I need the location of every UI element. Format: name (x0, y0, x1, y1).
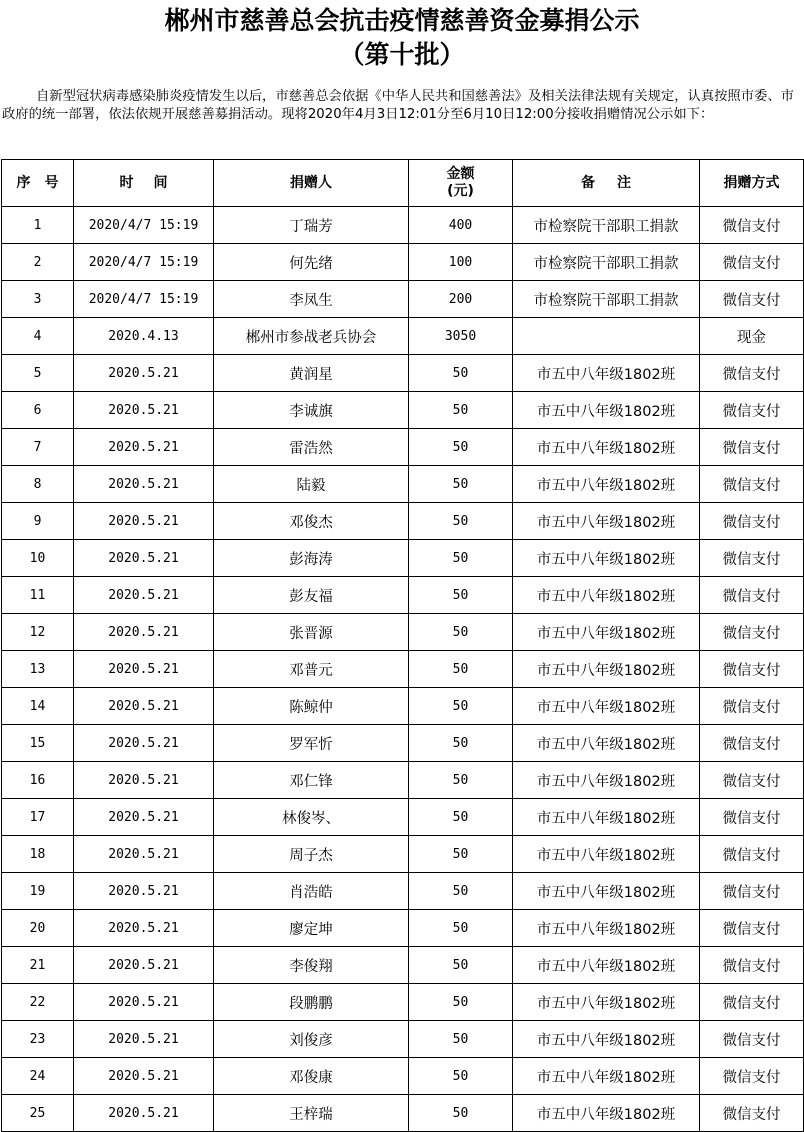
cell-method: 微信支付 (700, 207, 804, 244)
cell-method: 微信支付 (700, 1021, 804, 1058)
header-method: 捐赠方式 (700, 160, 804, 207)
cell-method: 微信支付 (700, 836, 804, 873)
cell-amount: 50 (409, 1095, 513, 1132)
cell-donor: 肖浩皓 (214, 873, 409, 910)
cell-seq: 19 (2, 873, 74, 910)
cell-donor: 陆毅 (214, 466, 409, 503)
cell-amount: 50 (409, 688, 513, 725)
cell-seq: 11 (2, 577, 74, 614)
cell-method: 微信支付 (700, 1058, 804, 1095)
cell-seq: 16 (2, 762, 74, 799)
table-row (2, 799, 804, 836)
table-row (2, 614, 804, 651)
cell-method: 微信支付 (700, 244, 804, 281)
cell-note: 市五中八年级1802班 (513, 799, 700, 836)
cell-time: 2020/4/7 15:19 (74, 244, 214, 281)
cell-amount: 50 (409, 466, 513, 503)
table-row (2, 429, 804, 466)
cell-method: 微信支付 (700, 651, 804, 688)
cell-time: 2020.5.21 (74, 392, 214, 429)
cell-seq: 22 (2, 984, 74, 1021)
cell-donor: 林俊岑、 (214, 799, 409, 836)
donation-table (1, 159, 804, 1132)
cell-seq: 6 (2, 392, 74, 429)
cell-amount: 50 (409, 873, 513, 910)
cell-amount: 50 (409, 725, 513, 762)
cell-donor: 陈鲸仲 (214, 688, 409, 725)
header-time: 时 间 (74, 160, 214, 207)
table-row (2, 762, 804, 799)
cell-donor: 彭海涛 (214, 540, 409, 577)
table-row (2, 207, 804, 244)
cell-method: 微信支付 (700, 392, 804, 429)
cell-amount: 50 (409, 910, 513, 947)
cell-method: 微信支付 (700, 281, 804, 318)
cell-seq: 17 (2, 799, 74, 836)
table-row (2, 910, 804, 947)
cell-time: 2020.5.21 (74, 503, 214, 540)
table-row (2, 540, 804, 577)
table-row (2, 947, 804, 984)
cell-time: 2020.5.21 (74, 947, 214, 984)
cell-amount: 50 (409, 577, 513, 614)
cell-seq: 5 (2, 355, 74, 392)
cell-note: 市检察院干部职工捐款 (513, 244, 700, 281)
cell-note: 市五中八年级1802班 (513, 725, 700, 762)
cell-time: 2020.5.21 (74, 355, 214, 392)
cell-amount: 3050 (409, 318, 513, 355)
cell-amount: 50 (409, 651, 513, 688)
cell-donor: 郴州市参战老兵协会 (214, 318, 409, 355)
table-row (2, 688, 804, 725)
cell-method: 微信支付 (700, 947, 804, 984)
cell-time: 2020.5.21 (74, 1058, 214, 1095)
cell-donor: 黄润星 (214, 355, 409, 392)
cell-donor: 邓俊杰 (214, 503, 409, 540)
cell-seq: 25 (2, 1095, 74, 1132)
cell-method: 微信支付 (700, 577, 804, 614)
cell-method: 微信支付 (700, 910, 804, 947)
cell-method: 微信支付 (700, 984, 804, 1021)
cell-note: 市五中八年级1802班 (513, 429, 700, 466)
cell-note: 市五中八年级1802班 (513, 503, 700, 540)
cell-method: 微信支付 (700, 355, 804, 392)
cell-note: 市五中八年级1802班 (513, 540, 700, 577)
cell-note: 市五中八年级1802班 (513, 577, 700, 614)
cell-donor: 张晋源 (214, 614, 409, 651)
cell-time: 2020.4.13 (74, 318, 214, 355)
table-row (2, 873, 804, 910)
cell-time: 2020.5.21 (74, 762, 214, 799)
cell-time: 2020.5.21 (74, 836, 214, 873)
cell-time: 2020.5.21 (74, 466, 214, 503)
cell-amount: 50 (409, 614, 513, 651)
cell-amount: 50 (409, 429, 513, 466)
cell-amount: 50 (409, 540, 513, 577)
cell-note: 市五中八年级1802班 (513, 466, 700, 503)
cell-amount: 50 (409, 984, 513, 1021)
intro-text: 自新型冠状病毒感染肺炎疫情发生以后，市慈善总会依据《中华人民共和国慈善法》及相关法律法规有关规定，认真按照市委、市政府的统一部署，依法依规开展慈善募捐活动。现将2020年4月3日12:01分至6月10日12:00分接收捐赠情况公示如下： (2, 89, 794, 122)
cell-seq: 23 (2, 1021, 74, 1058)
cell-donor: 邓俊康 (214, 1058, 409, 1095)
cell-seq: 20 (2, 910, 74, 947)
cell-amount: 50 (409, 1058, 513, 1095)
cell-donor: 刘俊彦 (214, 1021, 409, 1058)
cell-time: 2020.5.21 (74, 651, 214, 688)
cell-seq: 24 (2, 1058, 74, 1095)
cell-amount: 50 (409, 836, 513, 873)
cell-method: 微信支付 (700, 503, 804, 540)
cell-note: 市五中八年级1802班 (513, 910, 700, 947)
cell-method: 微信支付 (700, 466, 804, 503)
cell-donor: 雷浩然 (214, 429, 409, 466)
table-row (2, 1058, 804, 1095)
table-header-row (2, 160, 804, 207)
cell-donor: 丁瑞芳 (214, 207, 409, 244)
table-row (2, 392, 804, 429)
cell-method: 微信支付 (700, 725, 804, 762)
cell-amount: 50 (409, 1021, 513, 1058)
cell-seq: 14 (2, 688, 74, 725)
cell-note: 市检察院干部职工捐款 (513, 281, 700, 318)
cell-note: 市五中八年级1802班 (513, 1095, 700, 1132)
cell-note: 市五中八年级1802班 (513, 873, 700, 910)
cell-donor: 邓仁锋 (214, 762, 409, 799)
intro-paragraph (2, 88, 802, 124)
cell-time: 2020.5.21 (74, 429, 214, 466)
table-row (2, 466, 804, 503)
cell-note (513, 318, 700, 355)
cell-method: 微信支付 (700, 1095, 804, 1132)
cell-donor: 周子杰 (214, 836, 409, 873)
table-row (2, 836, 804, 873)
cell-method: 微信支付 (700, 614, 804, 651)
page-subtitle: （第十批） (339, 40, 465, 69)
cell-note: 市五中八年级1802班 (513, 355, 700, 392)
table-row (2, 651, 804, 688)
cell-method: 现金 (700, 318, 804, 355)
cell-seq: 18 (2, 836, 74, 873)
cell-donor: 何先绪 (214, 244, 409, 281)
cell-amount: 50 (409, 503, 513, 540)
header-seq: 序 号 (2, 160, 74, 207)
table-row (2, 244, 804, 281)
cell-time: 2020.5.21 (74, 725, 214, 762)
cell-time: 2020.5.21 (74, 1021, 214, 1058)
cell-amount: 50 (409, 392, 513, 429)
cell-method: 微信支付 (700, 429, 804, 466)
cell-donor: 段鹏鹏 (214, 984, 409, 1021)
cell-time: 2020.5.21 (74, 577, 214, 614)
cell-note: 市五中八年级1802班 (513, 688, 700, 725)
table-row (2, 281, 804, 318)
cell-time: 2020.5.21 (74, 873, 214, 910)
cell-time: 2020.5.21 (74, 688, 214, 725)
cell-seq: 4 (2, 318, 74, 355)
cell-note: 市检察院干部职工捐款 (513, 207, 700, 244)
cell-time: 2020.5.21 (74, 910, 214, 947)
cell-time: 2020.5.21 (74, 799, 214, 836)
cell-seq: 3 (2, 281, 74, 318)
header-note: 备 注 (513, 160, 700, 207)
cell-amount: 50 (409, 762, 513, 799)
cell-method: 微信支付 (700, 873, 804, 910)
table-row (2, 318, 804, 355)
cell-donor: 邓普元 (214, 651, 409, 688)
table-body (2, 207, 804, 1132)
cell-amount: 50 (409, 355, 513, 392)
cell-seq: 2 (2, 244, 74, 281)
cell-note: 市五中八年级1802班 (513, 1058, 700, 1095)
cell-note: 市五中八年级1802班 (513, 762, 700, 799)
cell-method: 微信支付 (700, 762, 804, 799)
cell-seq: 8 (2, 466, 74, 503)
cell-seq: 7 (2, 429, 74, 466)
cell-note: 市五中八年级1802班 (513, 836, 700, 873)
cell-donor: 李俊翔 (214, 947, 409, 984)
cell-note: 市五中八年级1802班 (513, 392, 700, 429)
header-donor: 捐赠人 (214, 160, 409, 207)
cell-donor: 李凤生 (214, 281, 409, 318)
cell-time: 2020.5.21 (74, 984, 214, 1021)
header-amount: 金额 (元) (409, 160, 513, 207)
cell-time: 2020/4/7 15:19 (74, 281, 214, 318)
cell-seq: 15 (2, 725, 74, 762)
cell-seq: 10 (2, 540, 74, 577)
cell-method: 微信支付 (700, 688, 804, 725)
cell-donor: 彭友福 (214, 577, 409, 614)
cell-time: 2020/4/7 15:19 (74, 207, 214, 244)
cell-amount: 400 (409, 207, 513, 244)
cell-seq: 13 (2, 651, 74, 688)
cell-note: 市五中八年级1802班 (513, 651, 700, 688)
cell-amount: 50 (409, 799, 513, 836)
cell-donor: 李诚旗 (214, 392, 409, 429)
cell-seq: 9 (2, 503, 74, 540)
table-row (2, 1021, 804, 1058)
cell-donor: 廖定坤 (214, 910, 409, 947)
cell-time: 2020.5.21 (74, 540, 214, 577)
cell-method: 微信支付 (700, 540, 804, 577)
cell-donor: 王梓瑞 (214, 1095, 409, 1132)
cell-note: 市五中八年级1802班 (513, 614, 700, 651)
table-row (2, 984, 804, 1021)
table-row (2, 725, 804, 762)
cell-note: 市五中八年级1802班 (513, 984, 700, 1021)
cell-amount: 50 (409, 947, 513, 984)
cell-note: 市五中八年级1802班 (513, 947, 700, 984)
cell-amount: 100 (409, 244, 513, 281)
page-title: 郴州市慈善总会抗击疫情慈善资金募捐公示 (164, 6, 640, 35)
cell-time: 2020.5.21 (74, 614, 214, 651)
cell-amount: 200 (409, 281, 513, 318)
cell-seq: 21 (2, 947, 74, 984)
cell-time: 2020.5.21 (74, 1095, 214, 1132)
table-row (2, 355, 804, 392)
cell-donor: 罗军忻 (214, 725, 409, 762)
cell-note: 市五中八年级1802班 (513, 1021, 700, 1058)
cell-seq: 12 (2, 614, 74, 651)
cell-seq: 1 (2, 207, 74, 244)
cell-method: 微信支付 (700, 799, 804, 836)
table-row (2, 503, 804, 540)
table-row (2, 577, 804, 614)
table-row (2, 1095, 804, 1132)
